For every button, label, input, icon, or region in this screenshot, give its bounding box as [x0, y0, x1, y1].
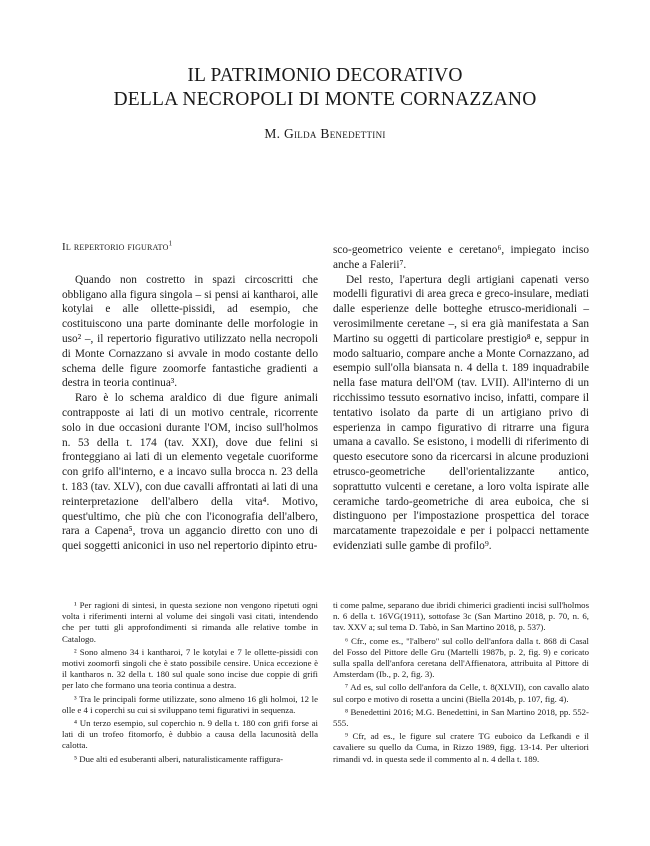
footnotes-left [62, 600, 318, 767]
footnote: ⁷ Ad es, sul collo dell'anfora da Celle, t. 8(XLVII), con cavallo alato sul corpo e motivo di rosetta a uncini (Biella 2014b, p. 107, fig. 4). [333, 682, 589, 704]
footnote: ¹ Per ragioni di sintesi, in questa sezione non vengono ripetuti ogni volta i riferimenti interni al volume dei singoli vasi citati, intendendo che per tutti gli approfondimenti si rimanda alle relative tombe in Catalogo. [62, 600, 318, 644]
footnote-continuation: ti come palme, separano due ibridi chimerici gradienti incisi sull'holmos n. 6 della t. 16VG(1911), sottofase 3c (San Martino 2018, p. 70, n. 6, tav. XXV a; sul tema D. Tabò, in San Martino 2018, p. 537). [333, 600, 589, 633]
paragraph: Del resto, l'apertura degli artigiani capenati verso modelli figurativi di area greca e greco-insulare, mediati dalle esperienze delle botteghe etrusco-meridionali – verosimilmente ceretane –, si era già manifestata a San Martino su oggetti di particolare prestigio⁸ e, seppur in modo saltuario, compare anche a Monte Cornazzano, ad esempio sull'olla biansata n. 4 della t. 189 inquadrabile nella fase matura dell'OM (tav. LVII). All'interno di un ricchissimo tessuto esornativo inciso, infatti, comparе il tentativo isolato da parte di un artigiano privo di esperienza in campo figurativo di ritrarre una figura umana a cavallo. Se esistono, i modelli di riferimento di questo esecutore sono da ricercarsi in alcune produzioni etrusco-geometriche dell'orientalizzante antico, soprattutto vulcenti e ceretane, a loro volta ispirate alle ceramiche tardo-geometriche di area euboica, che si distinguono per l'impostazione prospettica del torace marcatamente trapezoidale e per i polpacci nettamente evidenziati sulle gambe di profilo⁹. [333, 273, 589, 552]
paragraph: Quando non costretto in spazi circoscritti che obbligano alla figura singola – si pensi ai kantharoi, alle kotylai e alle ollette-pissidi, ad esempio, che costituiscono una parte dominante delle morfologie in uso² –, il repertorio figurativo utilizzato nella necropoli di Monte Cornazzano si avvale in modo costante dello schema delle figure zoomorfe fantastiche gradienti a destra in teoria continua³. [62, 273, 318, 390]
body-column-right [333, 243, 589, 554]
footnote: ⁴ Un terzo esempio, sul coperchio n. 9 della t. 180 con grifi forse ai lati di un trofeo fitomorfo, è dubbio a causa della lacunosità della calotta. [62, 718, 318, 751]
title-line-1: IL PATRIMONIO DECORATIVO [187, 65, 463, 86]
author-name: M. Gilda Benedettini [264, 126, 386, 141]
footnote: ⁸ Benedettini 2016; M.G. Benedettini, in San Martino 2018, pp. 552-555. [333, 706, 589, 729]
section-heading-note-ref: 1 [168, 239, 173, 248]
paragraph: Raro è lo schema araldico di due figure animali contrapposte ai lati di un motivo centrale, ricorrente solo in due occasioni durante l'OM, inciso sull'holmos n. 53 della t. 174 (tav. XXI), dove due felini si fronteggiano ai lati di un elemento vegetale cuoriforme con grifo all'interno, e a incavo sulla brocca n. 23 della t. 183 (tav. XLV), con due cavalli affrontati ai lati di una reinterpretazione dell'albero della vita⁴. Motivo, quest'ultimo, che più che con l'iconografia dell'albero, rara a Capena⁵, trova un aggancio diretto con uno di quei soggetti aniconici in uso nel repertorio dipinto etru- [62, 392, 318, 553]
article-title [0, 64, 650, 112]
title-line-2: DELLA NECROPOLI DI MONTE CORNAZZANO [113, 89, 537, 110]
footnote: ⁹ Cfr, ad es., le figure sul cratere TG euboico da Lefkandi e il cavaliere su quello da Cuma, in Rizzo 1989, figg. 13-14. Per ulteriori rimandi vd. in questa sede il commento al n. 4 della t. 189. [333, 731, 589, 764]
footnote: ³ Tra le principali forme utilizzate, sono almeno 16 gli holmoi, 12 le olle e 4 i coperchi su cui si sviluppano temi figurativi in sequenza. [62, 693, 318, 715]
footnote: ² Sono almeno 34 i kantharoi, 7 le kotylai e 7 le ollette-pissidi con motivi zoomorfi singoli che è stato possibile censire. Unica eccezione è il kantharos n. 32 della t. 180 sul quale sono incise due coppie di grifi per lato che formano una teoria continua a destra. [62, 646, 318, 691]
section-heading-text: Il repertorio figurato [62, 241, 169, 253]
body-column-left [62, 240, 318, 554]
section-heading [62, 240, 318, 255]
footnotes-right [333, 600, 589, 767]
footnote: ⁵ Due alti ed esuberanti alberi, naturalisticamente raffigura- [74, 753, 284, 764]
footnote: ⁶ Cfr., come es., "l'albero" sul collo dell'anfora dalla t. 868 di Casal del Fosso del Pittore delle Gru (Martelli 1987b, p. 2, fig. 9) e coricato sulla spalla dell'anfora ceretana dell'Affienatora, attribuita al Pittore di Amsterdam (Ib., p. 2, fig. 3). [333, 635, 589, 680]
paragraph: sco-geometrico veiente e ceretano⁶, impiegato inciso anche a Falerii⁷. [333, 244, 589, 271]
